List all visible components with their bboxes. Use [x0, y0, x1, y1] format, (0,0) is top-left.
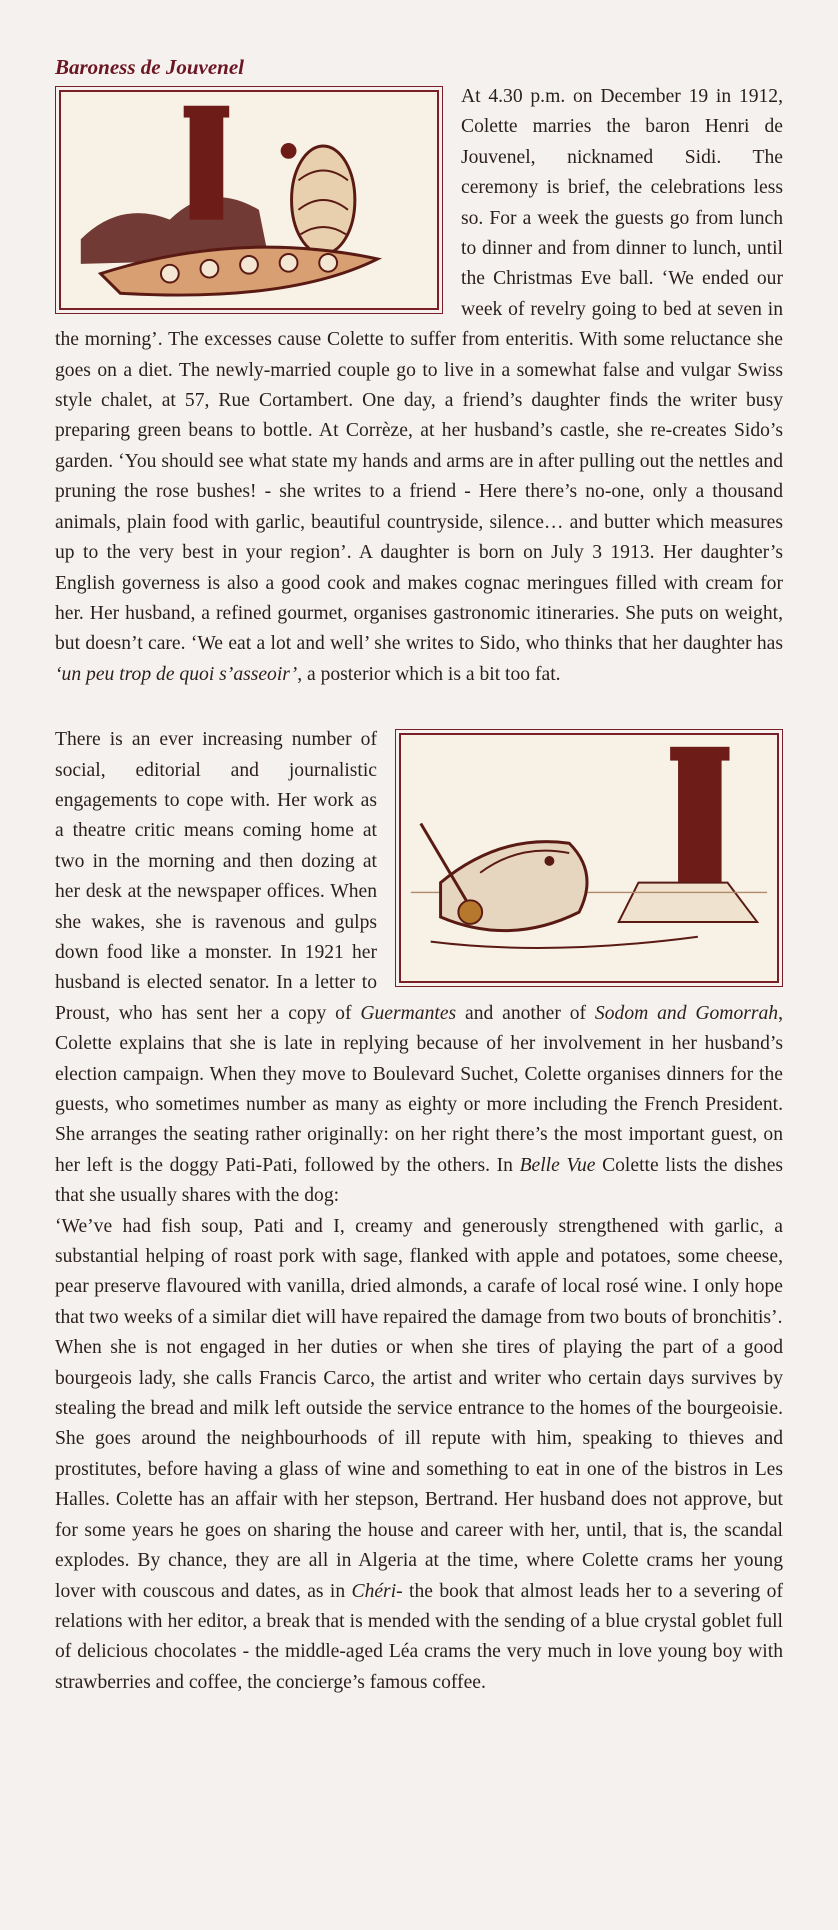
paragraph-engagements-text-d: Colette lists the dishes that she usually shares with the dog: — [55, 1154, 784, 1207]
paragraph-carco — [55, 1333, 783, 1698]
book-title-belle-vue: Belle Vue — [519, 1154, 596, 1176]
paragraph-engagements — [55, 725, 783, 1212]
paragraph-engagements-text-b: and another of — [456, 1002, 595, 1024]
book-title-sodom: Sodom and Gomorrah — [594, 1002, 779, 1024]
paragraph-engagements-text-a: There is an ever increasing number of social, editorial and journalistic engagements to cope with. Her work as a theatre critic means coming home at two in the morning and then dozing at her desk at the newspaper offices. When she wakes, she is ravenous and gulps down food like a monster. In 1921 her husband is elected senator. In a letter to Proust, who has sent her a copy of — [55, 729, 377, 1024]
fish-lighthouse-illustration — [399, 733, 779, 983]
tower-teapot-beans-illustration — [59, 90, 439, 310]
section-title: Baroness de Jouvenel — [55, 55, 244, 79]
section-gap — [55, 690, 783, 725]
french-quote: ‘un peu trop de quoi s’asseoir’ — [55, 663, 298, 685]
paragraph-carco-text-b: - the book that almost leads her to a severing of relations with her editor, a break that is mended with the sending of a blue crystal goblet full of delicious chocolates - the middle-aged Léa crams the very much in love young boy with strawberries and coffee, the concierge’s famous coffee. — [55, 1580, 783, 1693]
book-title-cheri: Chéri — [351, 1580, 397, 1602]
paragraph-engagements-text-c: , Colette explains that she is late in replying because of her involvement in her husband’s election campaign. When they move to Boulevard Suchet, Colette organises dinners for the guests, who sometimes number as many as eighty or more including the French President. She arranges the seating rather originally: on her right there’s the most important guest, on her left is the doggy Pati-Pati, followed by the others. In — [55, 1002, 783, 1176]
paragraph-carco-text-a: When she is not engaged in her duties or when she tires of playing the part of a good bourgeois lady, she calls Francis Carco, the artist and writer who certain days survives by stealing the bread and milk left outside the service entrance to the homes of the bourgeoisie. She goes around the neighbourhoods of ill repute with him, speaking to thieves and prostitutes, before having a glass of wine and something to eat in one of the bistros in Les Halles. Colette has an affair with her stepson, Bertrand. Her husband does not approve, but for some years he goes on sharing the house and career with her, until, that is, the scandal explodes. By chance, they are all in Algeria at the time, where Colette crams her young lover with couscous and dates, as in — [55, 1337, 783, 1602]
paragraph-wedding-text: At 4.30 p.m. on December 19 in 1912, Colette marries the baron Henri de Jouvenel, nicknamed Sidi. The ceremony is brief, the celebrations less so. For a week the guests go from lunch to dinner and from dinner to lunch, until the Christmas Eve ball. ‘We ended our week of revelry going to bed at seven in the morning’. The excesses cause Colette to suffer from enteritis. With some reluctance she goes on a diet. The newly-married couple go to live in a somewhat false and vulgar Swiss style chalet, at 57, Rue Cortambert. One day, a friend’s daughter finds the writer busy preparing green beans to bottle. At Corrèze, at her husband’s castle, she re-creates Sido’s garden. ‘You should see what state my hands and arms are in after pulling out the nettles and pruning the rose bushes! - she writes to a friend - Here there’s no-one, only a thousand animals, plain food with garlic, beautiful countryside, silence… and butter which measures up to the very best in your region’. A daughter is born on July 3 1913. Her daughter’s English governess is also a good cook and makes cognac meringues filled with cream for her. Her husband, a refined gourmet, organises gastronomic itineraries. She puts on weight, but doesn’t care. ‘We eat a lot and well’ she writes to Sido, who thinks that her daughter has — [55, 86, 783, 655]
paragraph-menu-quote: ‘We’ve had fish soup, Pati and I, creamy and generously strengthened with garlic, a substantial helping of roast pork with sage, flanked with apple and potatoes, some cheese, pear preserve flavoured with vanilla, dried almonds, a carafe of local rosé wine. I only hope that two weeks of a similar diet will have repaired the damage from two bouts of bronchitis’. — [55, 1215, 783, 1328]
book-title-guermantes: Guermantes — [360, 1002, 457, 1024]
paragraph-wedding — [55, 82, 783, 690]
paragraph-wedding-tail: , a posterior which is a bit too fat. — [297, 663, 561, 685]
